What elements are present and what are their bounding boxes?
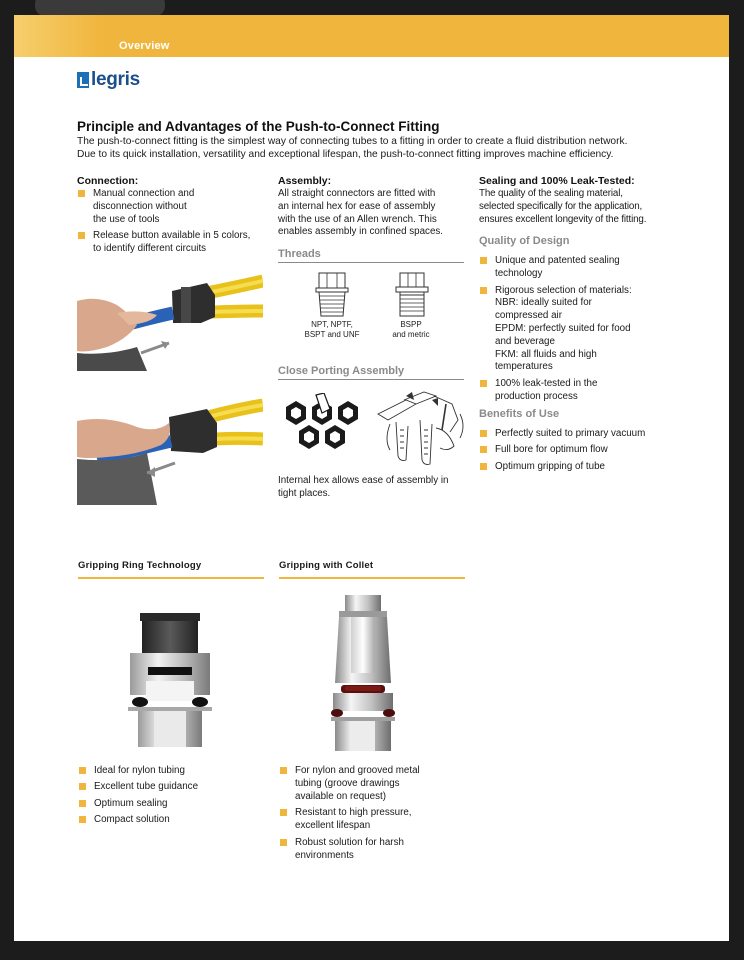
disconnection-photo bbox=[77, 393, 263, 505]
list-item: Manual connection and disconnection without the use of tools bbox=[77, 188, 272, 226]
list-item: Full bore for optimum flow bbox=[479, 444, 689, 457]
list-item: Release button available in 5 colors, to identify different circuits bbox=[77, 230, 272, 256]
gripping-ring-divider bbox=[78, 577, 264, 579]
bullet-icon bbox=[480, 463, 487, 470]
bullet-icon bbox=[480, 257, 487, 264]
allen-wrench-assembly-icon bbox=[376, 390, 468, 472]
document-page bbox=[14, 15, 729, 941]
bullet-icon bbox=[480, 446, 487, 453]
gripping-collet-divider bbox=[279, 577, 465, 579]
bullet-icon bbox=[480, 380, 487, 387]
list-item: Optimum sealing bbox=[78, 798, 268, 811]
banner-title: Overview bbox=[119, 40, 170, 52]
intro-line: The push-to-connect fitting is the simplest way of connecting tubes to a fitting in order to create a fluid distribution network. bbox=[77, 136, 628, 147]
bullet-icon bbox=[79, 767, 86, 774]
list-item: 100% leak-tested in the production process bbox=[479, 378, 679, 404]
logo-text: legris bbox=[91, 69, 140, 90]
benefits-heading: Benefits of Use bbox=[479, 408, 560, 420]
disconnection-photo-svg bbox=[77, 393, 263, 505]
list-item: Perfectly suited to primary vacuum bbox=[479, 428, 689, 441]
quality-heading: Quality of Design bbox=[479, 235, 570, 247]
list-item: Resistant to high pressure, excellent lifespan bbox=[279, 807, 469, 833]
banner-fade bbox=[14, 15, 104, 57]
threads-divider bbox=[278, 262, 464, 263]
intro-line: Due to its quick installation, versatility and exceptional lifespan, the push-to-connect fitting improves machine efficiency. bbox=[77, 149, 614, 160]
list-item: Optimum gripping of tube bbox=[479, 461, 689, 474]
bullet-icon bbox=[480, 287, 487, 294]
bullet-icon bbox=[79, 783, 86, 790]
connection-heading: Connection: bbox=[77, 175, 139, 187]
list-item: Unique and patented sealing technology bbox=[479, 255, 679, 281]
list-item: Excellent tube guidance bbox=[78, 781, 268, 794]
bullet-icon bbox=[79, 800, 86, 807]
bullet-icon bbox=[78, 232, 85, 239]
page-title: Principle and Advantages of the Push-to-Connect Fitting bbox=[77, 119, 440, 134]
list-item: Compact solution bbox=[78, 814, 268, 827]
legris-logo bbox=[77, 70, 140, 90]
bullet-icon bbox=[480, 430, 487, 437]
bullet-icon bbox=[79, 816, 86, 823]
gripping-ring-list bbox=[78, 765, 268, 827]
bullet-icon bbox=[78, 190, 85, 197]
assembly-heading: Assembly: bbox=[278, 175, 332, 187]
bullet-icon bbox=[280, 767, 287, 774]
list-item: Ideal for nylon tubing bbox=[78, 765, 268, 778]
sealing-paragraph: The quality of the sealing material, selected specifically for the application, ensures excellent longevity of the fitting. bbox=[479, 188, 647, 225]
logo-mark-icon bbox=[77, 72, 89, 88]
threads-caption-right: BSPP and metric bbox=[392, 320, 430, 339]
threads-caption-left: NPT, NPTF, BSPT and UNF bbox=[304, 320, 360, 339]
list-item: Rigorous selection of materials: NBR: ideally suited for compressed air EPDM: perfectly suited for food and beverage FKM: all fluids and high temperatures bbox=[479, 285, 679, 375]
assembly-paragraph: All straight connectors are fitted with an internal hex for ease of assembly with the use of an Allen wrench. This enables assembly in confined spaces. bbox=[278, 188, 444, 238]
close-porting-heading: Close Porting Assembly bbox=[278, 365, 405, 377]
gripping-ring-cutaway bbox=[114, 611, 226, 747]
collet-cutaway bbox=[317, 593, 409, 751]
parallel-thread-icon bbox=[394, 272, 430, 318]
connection-list bbox=[77, 188, 272, 256]
connection-photo bbox=[77, 261, 263, 371]
bullet-icon bbox=[280, 839, 287, 846]
tapered-thread-icon bbox=[314, 272, 350, 318]
threads-heading: Threads bbox=[278, 248, 321, 260]
close-porting-caption: Internal hex allows ease of assembly in tight places. bbox=[278, 475, 449, 499]
intro-paragraph bbox=[77, 135, 677, 161]
header-banner bbox=[14, 15, 729, 57]
quality-list bbox=[479, 255, 679, 404]
top-tab bbox=[35, 0, 165, 16]
sealing-heading: Sealing and 100% Leak-Tested: bbox=[479, 175, 635, 187]
gripping-collet-list bbox=[279, 765, 469, 863]
connection-photo-svg bbox=[77, 261, 263, 371]
bullet-icon bbox=[280, 809, 287, 816]
hex-nuts-icon bbox=[280, 393, 364, 461]
list-item: For nylon and grooved metal tubing (groove drawings available on request) bbox=[279, 765, 469, 803]
close-porting-divider bbox=[278, 379, 464, 380]
benefits-list bbox=[479, 428, 689, 473]
gripping-ring-heading: Gripping Ring Technology bbox=[78, 560, 202, 571]
gripping-collet-heading: Gripping with Collet bbox=[279, 560, 374, 571]
list-item: Robust solution for harsh environments bbox=[279, 837, 469, 863]
